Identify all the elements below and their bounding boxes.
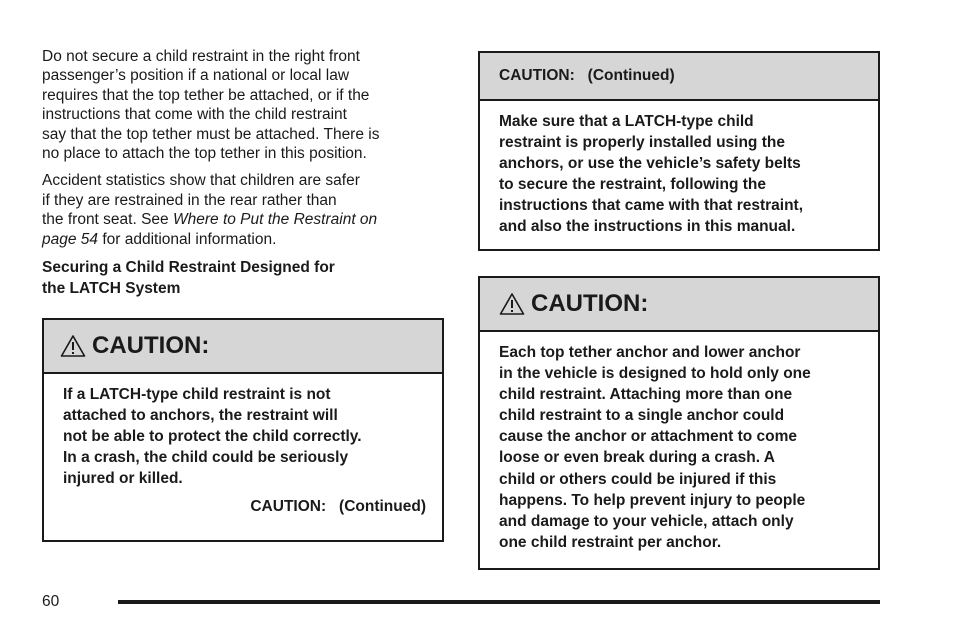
- text-line: no place to attach the top tether in this position.: [42, 145, 367, 163]
- text-line: [42, 210, 444, 229]
- caution-line: injured or killed.: [63, 470, 183, 488]
- text-line: say that the top tether must be attached. There is: [42, 125, 380, 143]
- caution-header: [480, 53, 878, 101]
- caution-line: and damage to your vehicle, attach only: [499, 512, 794, 530]
- caution-line: Each top tether anchor and lower anchor: [499, 344, 801, 361]
- caution-line: In a crash, the child could be seriously: [63, 449, 349, 467]
- caution-line: in the vehicle is designed to hold only one: [499, 365, 811, 383]
- text-line: if they are restrained in the rear rather than: [42, 191, 337, 209]
- caution-line: anchors, or use the vehicle’s safety belts: [499, 155, 801, 173]
- text-line: passenger’s position if a national or local law: [42, 67, 350, 85]
- left-column: [42, 47, 444, 299]
- caution-line: attached to anchors, the restraint will: [63, 407, 338, 425]
- section-heading: [42, 257, 444, 299]
- heading-line: the LATCH System: [42, 280, 181, 298]
- warning-triangle-icon: [499, 292, 525, 316]
- text-line: [42, 230, 444, 249]
- cross-reference-link[interactable]: Where to Put the Restraint on: [172, 211, 378, 229]
- paragraph-top-tether: [42, 47, 444, 163]
- caution-body: [44, 374, 442, 489]
- caution-line: cause the anchor or attachment to come: [499, 428, 798, 446]
- caution-title: CAUTION: (Continued): [499, 67, 675, 84]
- caution-header: [480, 278, 878, 332]
- caution-title: CAUTION:: [92, 332, 210, 359]
- caution-title: CAUTION:: [531, 290, 649, 317]
- text-line: Accident statistics show that children are safer: [42, 172, 360, 190]
- caution-line: If a LATCH-type child restraint is not: [63, 386, 331, 403]
- text-fragment: for additional information.: [98, 230, 277, 248]
- caution-line: and also the instructions in this manual.: [499, 218, 796, 236]
- caution-line: Make sure that a LATCH-type child: [499, 113, 754, 130]
- caution-line: child or others could be injured if this: [499, 470, 777, 488]
- caution-continued-note: CAUTION: (Continued): [250, 498, 426, 516]
- caution-line: to secure the restraint, following the: [499, 176, 766, 194]
- caution-line: not be able to protect the child correctly.: [63, 428, 362, 446]
- cross-reference-page[interactable]: page 54: [42, 230, 99, 248]
- footer-rule: [118, 600, 880, 604]
- text-line: instructions that come with the child restraint: [42, 106, 347, 124]
- warning-triangle-icon: [60, 334, 86, 358]
- caution-header: [44, 320, 442, 374]
- text-fragment: the front seat. See: [42, 211, 173, 229]
- text-line: Do not secure a child restraint in the right front: [42, 48, 360, 65]
- caution-line: child restraint to a single anchor could: [499, 407, 785, 425]
- caution-box-latch-anchors: [42, 318, 444, 542]
- caution-line: loose or even break during a crash. A: [499, 449, 775, 467]
- caution-line: restraint is properly installed using the: [499, 134, 785, 152]
- caution-line: one child restraint per anchor.: [499, 533, 722, 551]
- caution-body: [480, 101, 878, 238]
- caution-line: instructions that came with that restraint,: [499, 197, 804, 215]
- page-number: 60: [42, 593, 60, 610]
- paragraph-accident-statistics: [42, 171, 444, 249]
- caution-body: [480, 332, 878, 553]
- heading-line: Securing a Child Restraint Designed for: [42, 259, 335, 277]
- caution-line: happens. To help prevent injury to people: [499, 491, 806, 509]
- text-line: requires that the top tether be attached, or if the: [42, 86, 370, 104]
- caution-box-one-per-anchor: [478, 276, 880, 570]
- caution-box-continued: [478, 51, 880, 251]
- caution-line: child restraint. Attaching more than one: [499, 386, 793, 404]
